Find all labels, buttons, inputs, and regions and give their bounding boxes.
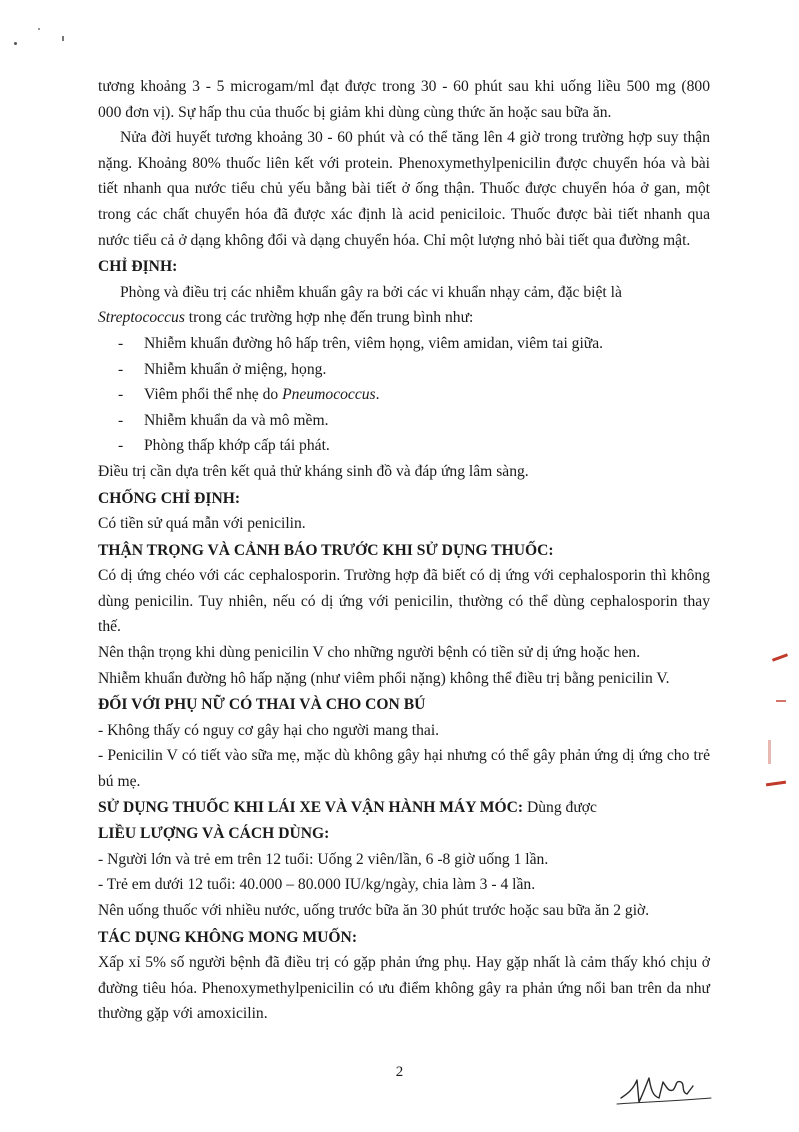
dash-marker: - <box>118 360 124 378</box>
indications-intro-end: trong các trường hợp nhẹ đến trung bình như: <box>184 309 474 327</box>
indication-item <box>98 433 710 459</box>
dosage-line-2: - Trẻ em dưới 12 tuổi: 40.000 – 80.000 IU/kg/ngày, chia làm 3 - 4 lần. <box>98 876 536 894</box>
scan-speck <box>38 28 40 30</box>
driving-text: Dùng được <box>523 798 597 816</box>
indication-item-text: Nhiễm khuẩn ở miệng, họng. <box>144 360 327 378</box>
indications-note: Điều trị cần dựa trên kết quả thử kháng sinh đồ và đáp ứng lâm sàng. <box>98 462 529 480</box>
stamp-edge-mark <box>772 653 788 661</box>
dash-marker: - <box>118 437 124 455</box>
indication-item-text: Phòng thấp khớp cấp tái phát. <box>144 437 330 455</box>
pk-paragraph-2: Nửa đời huyết tương khoảng 30 - 60 phút và có thể tăng lên 4 giờ trong trường hợp suy thận nặng. Khoảng 80% thuốc liên kết với protein. Phenoxymethylpenicilin được chuyển hóa và bài tiết nhanh qua nước tiểu chủ yếu bằng bài tiết ở ống thận. Thuốc được chuyển hóa ở gan, một trong các chất chuyển hóa đã được xác định là acid peniciloic. Thuốc được bài tiết nhanh qua nước tiểu cả ở dạng không đổi và dạng chuyển hóa. Chỉ một lượng nhỏ bài tiết qua đường mật. <box>98 129 710 249</box>
dash-marker: - <box>118 411 124 429</box>
indication-item-text: Nhiễm khuẩn đường hô hấp trên, viêm họng, viêm amidan, viêm tai giữa. <box>144 334 604 352</box>
pk-line-1: tương khoảng 3 - 5 microgam/ml đạt được trong 30 - 60 phút sau khi uống liều 500 mg (800 <box>98 78 710 95</box>
dosage-line-1: - Người lớn và trẻ em trên 12 tuổi: Uống 2 viên/lần, 6 -8 giờ uống 1 lần. <box>98 850 549 868</box>
indication-item <box>98 408 710 434</box>
stamp-edge-mark <box>776 700 786 702</box>
indication-item <box>98 382 710 408</box>
page-number: 2 <box>395 1064 404 1080</box>
side-effects-heading: TÁC DỤNG KHÔNG MONG MUỐN: <box>98 928 358 946</box>
document-body <box>98 74 710 1027</box>
indication-item <box>98 357 710 383</box>
pneumococcus-term: Pneumococcus <box>282 386 376 404</box>
indication-item-text: Nhiễm khuẩn da và mô mềm. <box>144 411 329 429</box>
side-effects-text: Xấp xỉ 5% số người bệnh đã điều trị có gặp phản ứng phụ. Hay gặp nhất là cảm thấy khó chịu ở đường tiêu hóa. Phenoxymethylpenicilin có ưu điểm không gây ra phản ứng nổi ban trên da như thường gặp với amoxicilin. <box>98 954 710 1023</box>
streptococcus-term: Streptococcus <box>98 309 185 327</box>
driving-heading: SỬ DỤNG THUỐC KHI LÁI XE VÀ VẬN HÀNH MÁY MÓC: <box>98 798 524 816</box>
pk-line-2: 000 đơn vị). Sự hấp thu của thuốc bị giảm khi dùng cùng thức ăn hoặc sau bữa ăn. <box>98 103 612 121</box>
driving-section <box>98 795 710 821</box>
contraindications-text: Có tiền sử quá mẫn với penicilin. <box>98 515 306 533</box>
precautions-heading: THẬN TRỌNG VÀ CẢNH BÁO TRƯỚC KHI SỬ DỤNG THUỐC: <box>98 541 554 559</box>
dosage-heading: LIỀU LƯỢNG VÀ CÁCH DÙNG: <box>98 825 330 843</box>
stamp-edge-mark <box>766 781 786 787</box>
pregnancy-line-2: - Penicilin V có tiết vào sữa mẹ, mặc dù không gây hại nhưng có thể gây phản ứng dị ứng cho trẻ bú mẹ. <box>98 747 710 791</box>
scan-speck <box>62 36 64 41</box>
precautions-paragraph-1: Có dị ứng chéo với các cephalosporin. Trường hợp đã biết có dị ứng với cephalosporin thì không dùng penicilin. Tuy nhiên, nếu có dị ứng với penicilin, thường có thể dùng cephalosporin thay thế. <box>98 567 710 636</box>
signature-mark <box>615 1068 725 1112</box>
dash-marker: - <box>118 386 124 404</box>
scan-speck <box>14 42 17 45</box>
item3-start: Viêm phổi thể nhẹ do <box>144 386 283 404</box>
stamp-edge-mark <box>768 740 771 764</box>
dosage-line-3: Nên uống thuốc với nhiều nước, uống trước bữa ăn 30 phút trước hoặc sau bữa ăn 2 giờ. <box>98 902 650 919</box>
item3-end: . <box>375 386 380 404</box>
dash-marker: - <box>118 334 124 352</box>
indications-intro <box>98 280 710 331</box>
indication-item-text <box>144 382 380 408</box>
precautions-paragraph-3: Nhiễm khuẩn đường hô hấp nặng (như viêm phổi nặng) không thể điều trị bằng penicilin V. <box>98 669 670 687</box>
indications-heading: CHỈ ĐỊNH: <box>98 258 178 276</box>
indication-item <box>98 331 710 357</box>
pregnancy-line-1: - Không thấy có nguy cơ gây hại cho người mang thai. <box>98 721 440 739</box>
contraindications-heading: CHỐNG CHỈ ĐỊNH: <box>98 489 241 507</box>
indications-intro-start: Phòng và điều trị các nhiễm khuẩn gây ra bởi các vi khuẩn nhạy cảm, đặc biệt là <box>120 283 622 301</box>
precautions-paragraph-2: Nên thận trọng khi dùng penicilin V cho những người bệnh có tiền sử dị ứng hoặc hen. <box>98 644 641 662</box>
pregnancy-heading: ĐỐI VỚI PHỤ NỮ CÓ THAI VÀ CHO CON BÚ <box>98 696 426 714</box>
